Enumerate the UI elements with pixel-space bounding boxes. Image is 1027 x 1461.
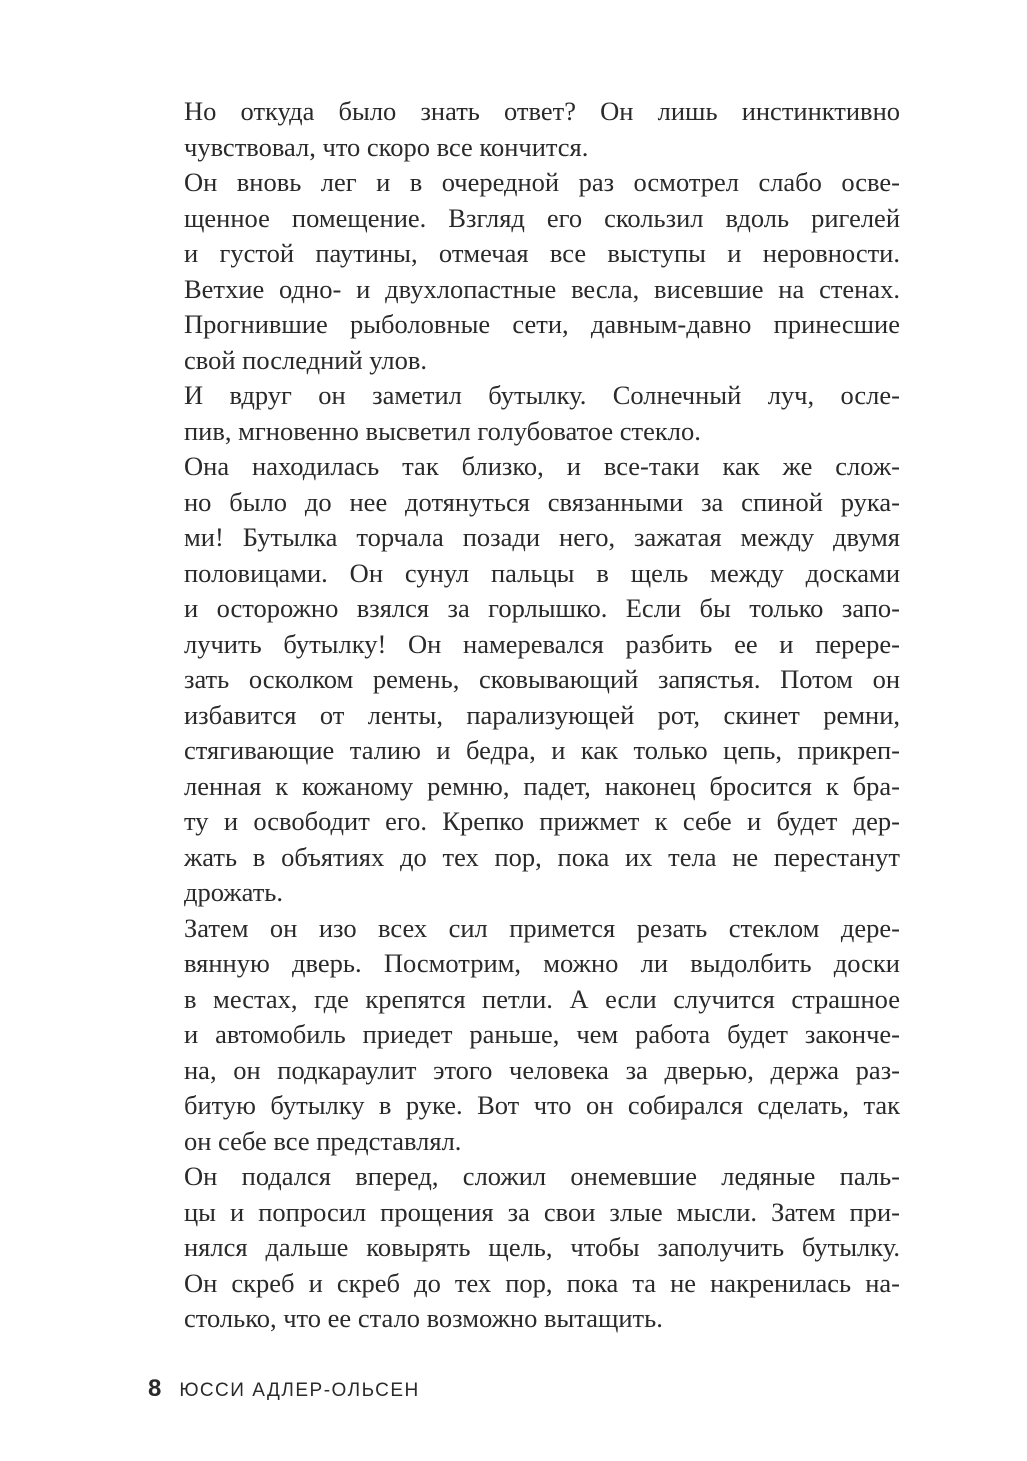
- paragraph-1: [148, 94, 900, 165]
- text-line: Он вновь лег и в очередной раз осмотрел слабо осве-: [184, 167, 900, 197]
- text-line: Ветхие одно- и двухлопастные весла, висевшие на стенах.: [184, 273, 900, 304]
- page-footer: [148, 1375, 420, 1405]
- page-number: 8: [148, 1375, 162, 1402]
- text-line: И вдруг он заметил бутылку. Солнечный луч, осле-: [184, 380, 900, 410]
- text-line: нялся дальше ковырять щель, чтобы заполучить бутылку.: [184, 1232, 900, 1262]
- text-line: битую бутылку в руке. Вот что он собирался сделать, так: [184, 1090, 900, 1120]
- paragraph-6: [148, 1159, 900, 1337]
- paragraph-3: [148, 378, 900, 449]
- paragraph-5: [148, 911, 900, 1160]
- text-line: чувствовал, что скоро все кончится.: [184, 131, 589, 162]
- text-line: дрожать.: [184, 877, 283, 907]
- book-page-body: [148, 94, 900, 1337]
- text-line: столько, что ее стало возможно вытащить.: [184, 1303, 663, 1333]
- text-line: Она находилась так близко, и все-таки как же слож-: [184, 451, 900, 481]
- text-line: Но откуда было знать ответ? Он лишь инстинктивно: [184, 96, 900, 126]
- text-line: в местах, где крепятся петли. А если случится страшное: [184, 983, 900, 1014]
- text-line: и осторожно взялся за горлышко. Если бы только запо-: [184, 593, 900, 623]
- text-line: и густой паутины, отмечая все выступы и неровности.: [184, 238, 900, 268]
- text-line: и автомобиль приедет раньше, чем работа будет законче-: [184, 1019, 900, 1049]
- paragraph-4: [148, 449, 900, 911]
- text-line: половицами. Он сунул пальцы в щель между досками: [184, 557, 900, 588]
- text-line: он себе все представлял.: [184, 1125, 462, 1156]
- text-line: на, он подкараулит этого человека за дверью, держа раз-: [184, 1054, 900, 1085]
- text-line: вянную дверь. Посмотрим, можно ли выдолбить доски: [184, 948, 900, 978]
- text-line: ленная к кожаному ремню, падет, наконец бросится к бра-: [184, 770, 900, 801]
- text-line: ми! Бутылка торчала позади него, зажатая между двумя: [184, 522, 900, 552]
- text-line: но было до нее дотянуться связанными за спиной рука-: [184, 486, 900, 517]
- paragraph-2: [148, 165, 900, 378]
- text-line: лучить бутылку! Он намеревался разбить ее и перере-: [184, 628, 900, 659]
- text-line: свой последний улов.: [184, 344, 427, 375]
- text-line: стягивающие талию и бедра, и как только цепь, прикреп-: [184, 735, 900, 765]
- text-line: Прогнившие рыболовные сети, давным-давно принесшие: [184, 309, 900, 339]
- running-head-author: ЮССИ АДЛЕР-ОЛЬСЕН: [179, 1380, 420, 1401]
- text-line: Он подался вперед, сложил онемевшие ледяные паль-: [184, 1161, 900, 1191]
- text-line: жать в объятиях до тех пор, пока их тела не перестанут: [184, 841, 900, 872]
- text-line: пив, мгновенно высветил голубоватое стекло.: [184, 415, 701, 446]
- text-line: Он скреб и скреб до тех пор, пока та не накренилась на-: [184, 1267, 900, 1298]
- text-line: Затем он изо всех сил примется резать стеклом дере-: [184, 912, 900, 943]
- text-line: ту и освободит его. Крепко прижмет к себе и будет дер-: [184, 806, 900, 836]
- text-line: избавится от ленты, парализующей рот, скинет ремни,: [184, 699, 900, 730]
- text-line: зать осколком ремень, сковывающий запястья. Потом он: [184, 664, 900, 694]
- text-line: щенное помещение. Взгляд его скользил вдоль ригелей: [184, 202, 900, 233]
- text-line: цы и попросил прощения за свои злые мысли. Затем при-: [184, 1196, 900, 1227]
